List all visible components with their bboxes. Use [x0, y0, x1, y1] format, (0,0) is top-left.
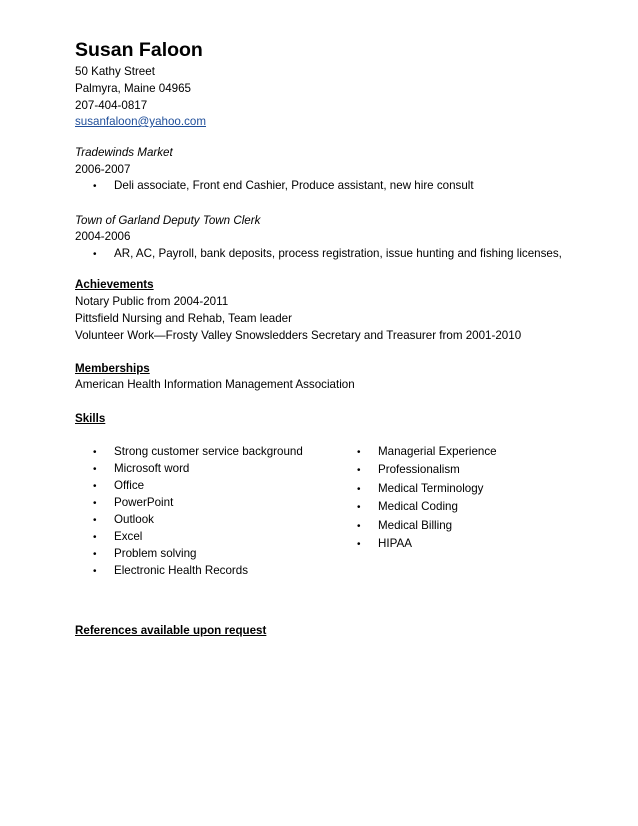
skill-item — [93, 444, 303, 462]
duty-list-item — [93, 178, 474, 196]
bullet-icon: • — [357, 539, 361, 550]
skill-text: Medical Billing — [378, 519, 453, 532]
skill-item — [357, 518, 452, 536]
skill-text: PowerPoint — [114, 496, 174, 509]
skill-text: Excel — [114, 530, 143, 543]
bullet-icon: • — [93, 181, 97, 192]
address-line-1: 50 Kathy Street — [75, 65, 155, 78]
skill-item — [357, 462, 460, 480]
email-link[interactable]: susanfaloon@yahoo.com — [75, 115, 207, 128]
bullet-icon: • — [357, 447, 361, 458]
skill-item — [93, 563, 248, 581]
bullet-icon: • — [93, 498, 97, 509]
bullet-icon: • — [93, 566, 97, 577]
skill-item — [93, 512, 154, 530]
bullet-icon: • — [357, 465, 361, 476]
achievement-item: Volunteer Work—Frosty Valley Snowsledders Secretary and Treasurer from 2001-2010 — [75, 329, 522, 342]
achievements-heading: Achievements — [75, 278, 154, 291]
achievement-item: Pittsfield Nursing and Rehab, Team leader — [75, 312, 292, 325]
resume-name: Susan Faloon — [75, 39, 203, 61]
employer-name: Town of Garland Deputy Town Clerk — [75, 214, 261, 227]
skill-text: Microsoft word — [114, 462, 190, 475]
bullet-icon: • — [93, 464, 97, 475]
bullet-icon: • — [93, 515, 97, 526]
bullet-icon: • — [93, 532, 97, 543]
employer-name: Tradewinds Market — [75, 146, 173, 159]
skill-text: Problem solving — [114, 547, 197, 560]
skill-item — [93, 478, 144, 496]
skill-text: Strong customer service background — [114, 445, 303, 458]
bullet-icon: • — [357, 484, 361, 495]
skill-item — [93, 529, 142, 547]
bullet-icon: • — [93, 447, 97, 458]
employment-years: 2004-2006 — [75, 230, 131, 243]
membership-item: American Health Information Management Association — [75, 378, 355, 391]
duty-list-item — [93, 246, 562, 264]
memberships-heading: Memberships — [75, 362, 150, 375]
skill-item — [93, 546, 196, 564]
bullet-icon: • — [357, 521, 361, 532]
bullet-icon: • — [93, 481, 97, 492]
skill-item — [93, 495, 173, 513]
references-note: References available upon request — [75, 624, 267, 637]
bullet-icon: • — [93, 549, 97, 560]
skill-text: Medical Terminology — [378, 482, 484, 495]
skill-item — [93, 461, 189, 479]
duty-text: AR, AC, Payroll, bank deposits, process registration, issue hunting and fishing licenses, — [114, 247, 562, 260]
skill-text: Professionalism — [378, 463, 460, 476]
skill-item — [357, 536, 412, 554]
skill-text: Medical Coding — [378, 500, 458, 513]
skill-text: HIPAA — [378, 537, 412, 550]
achievement-item: Notary Public from 2004-2011 — [75, 295, 229, 308]
bullet-icon: • — [93, 249, 97, 260]
bullet-icon: • — [357, 502, 361, 513]
skill-text: Outlook — [114, 513, 154, 526]
skill-item — [357, 444, 497, 462]
address-line-2: Palmyra, Maine 04965 — [75, 82, 191, 95]
employment-years: 2006-2007 — [75, 163, 131, 176]
skills-heading: Skills — [75, 412, 106, 425]
skill-text: Office — [114, 479, 145, 492]
skill-text: Managerial Experience — [378, 445, 497, 458]
skill-text: Electronic Health Records — [114, 564, 249, 577]
skill-item — [357, 499, 458, 517]
duty-text: Deli associate, Front end Cashier, Produce assistant, new hire consult — [114, 179, 474, 192]
skill-item — [357, 481, 483, 499]
phone-number: 207-404-0817 — [75, 99, 148, 112]
